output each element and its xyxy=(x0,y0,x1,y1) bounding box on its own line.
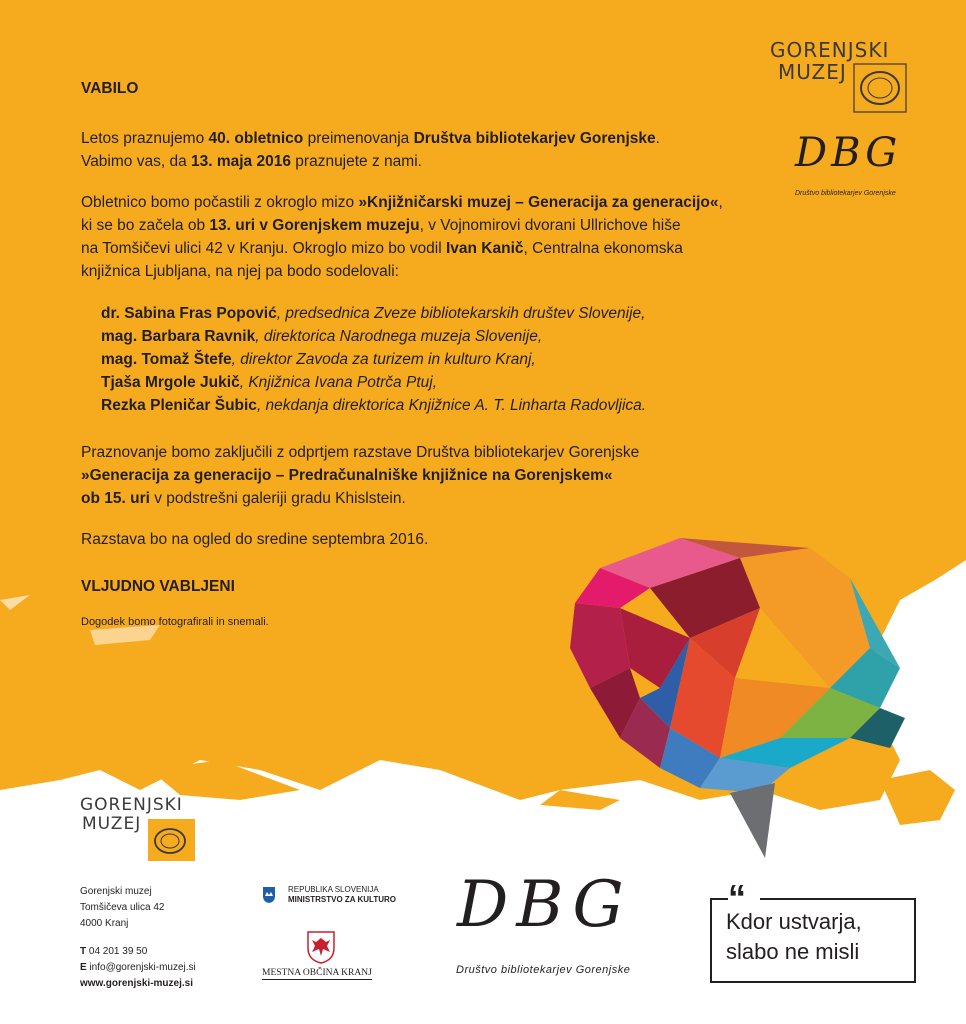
eagle-crest-icon xyxy=(306,930,336,964)
museum-logo-line1: GORENJSKI xyxy=(770,38,890,62)
municipality-logo xyxy=(262,930,382,985)
recording-note: Dogodek bomo fotografirali in snemali. xyxy=(81,616,269,628)
paragraph-2: Obletnico bomo počastili z okroglo mizo »Knjižničarski muzej – Generacija za generacijo«, ki se bo začela ob 13. uri v Gorenjskem muzeju, v Vojnomirovi dvorani Ullrichove hiše na Tomšičevi ulici 42 v Kranju. Okroglo mizo bo vodil Ivan Kanič, Centralna ekonomska knjižnica Ljubljana, na njej pa bodo sodelovali: xyxy=(81,194,723,280)
participant-item: dr. Sabina Fras Popović, predsednica Zveze bibliotekarskih društev Slovenije, xyxy=(101,305,646,322)
quote-box xyxy=(710,877,916,983)
museum-logo-line1: GORENJSKI xyxy=(80,795,183,815)
museum-logo-line2: MUZEJ xyxy=(82,814,142,834)
contact-block xyxy=(80,884,196,992)
contact-web[interactable]: www.gorenjski-muzej.si xyxy=(80,978,193,989)
invitation-heading: VABILO xyxy=(81,80,139,97)
ministry-logo xyxy=(262,885,402,915)
paragraph-1: Letos praznujemo 40. obletnico preimenovanja Društva bibliotekarjev Gorenjske. Vabimo vas, da 13. maja 2016 praznujete z nami. xyxy=(81,130,660,170)
slovenia-coat-of-arms-icon xyxy=(262,886,276,904)
brain-illustration xyxy=(560,528,910,863)
participant-item: Rezka Pleničar Šubic, nekdanja direktorica Knjižnice A. T. Linharta Radovljica. xyxy=(101,397,647,414)
ring-icon xyxy=(850,62,910,114)
contact-email: E info@gorenjski-muzej.si xyxy=(80,962,196,973)
museum-logo-line2: MUZEJ xyxy=(778,60,847,84)
contact-name: Gorenjski muzej xyxy=(80,886,152,897)
ring-icon xyxy=(148,819,195,861)
museum-logo-top xyxy=(770,38,920,118)
quote-mark: “ xyxy=(728,877,746,918)
quote-line2: slabo ne misli xyxy=(726,939,860,964)
dbg-tagline: Društvo bibliotekarjev Gorenjske xyxy=(456,964,631,976)
contact-street: Tomšičeva ulica 42 xyxy=(80,902,165,913)
dbg-mark: DBG xyxy=(457,868,632,942)
dbg-tagline: Društvo bibliotekarjev Gorenjske xyxy=(795,190,896,197)
paragraph-4: Razstava bo na ogled do sredine septembra 2016. xyxy=(81,531,429,548)
contact-phone: T 04 201 39 50 xyxy=(80,946,148,957)
dbg-logo-top xyxy=(790,130,920,210)
closing-greeting: VLJUDNO VABLJENI xyxy=(81,578,235,595)
dbg-mark: DBG xyxy=(795,130,902,176)
quote-line1: Kdor ustvarja, xyxy=(726,909,862,934)
participant-item: mag. Tomaž Štefe, direktor Zavoda za turizem in kulturo Kranj, xyxy=(101,351,536,368)
ministry-line2: MINISTRSTVO ZA KULTURO xyxy=(288,895,396,904)
participants-list xyxy=(101,302,646,417)
ministry-line1: REPUBLIKA SLOVENIJA xyxy=(288,885,379,894)
participant-item: mag. Barbara Ravnik, direktorica Narodnega muzeja Slovenije, xyxy=(101,328,543,345)
participant-item: Tjaša Mrgole Jukič, Knjižnica Ivana Potrča Ptuj, xyxy=(101,374,437,391)
dbg-logo-bottom xyxy=(452,868,642,983)
museum-logo-bottom xyxy=(80,795,210,865)
municipality-name: MESTNA OBČINA KRANJ xyxy=(262,968,372,978)
paragraph-3: Praznovanje bomo zaključili z odprtjem razstave Društva bibliotekarjev Gorenjske »Generacija za generacijo – Predračunalniške knjižnice na Gorenjskem« ob 15. uri v podstrešni galeriji gradu Khislstein. xyxy=(81,444,640,507)
contact-city: 4000 Kranj xyxy=(80,918,129,929)
